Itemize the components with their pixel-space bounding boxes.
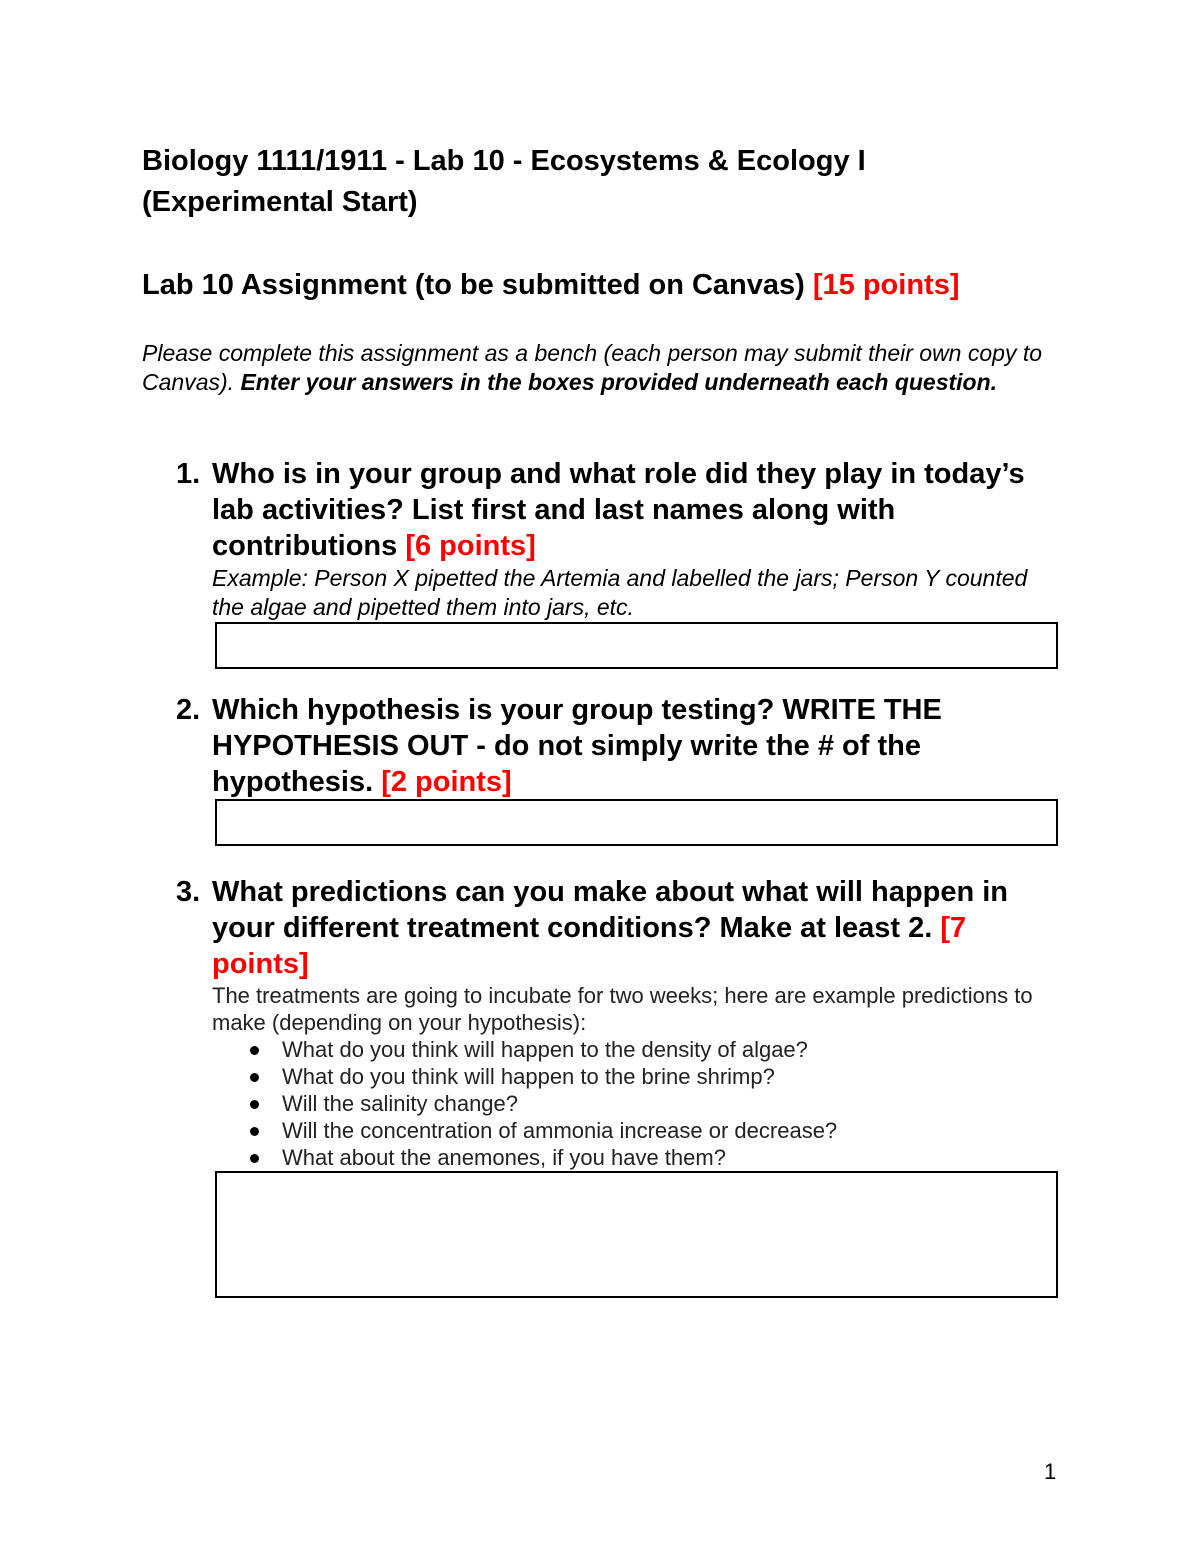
question-2-text: Which hypothesis is your group testing? WRITE THE HYPOTHESIS OUT - do not simply write the # of the hypothesis. [212,694,942,798]
question-3 [176,874,1056,1171]
question-2 [176,692,1056,800]
question-3-points: [7 points] [212,912,967,980]
list-item: What about the anemones, if you have them? [212,1144,1056,1171]
question-1-text-block [212,456,1056,564]
question-2-points: [2 points] [381,766,512,798]
question-1-number: 1. [176,458,201,490]
question-1-text: Who is in your group and what role did they play in today’s lab activities? List first and last names along with contributions [212,458,1025,562]
instructions-italic: Please complete this assignment as a bench (each person may submit their own copy to Canvas). [142,340,1043,395]
question-1 [176,456,1056,622]
document-title: Biology 1111/1911 - Lab 10 - Ecosystems & Ecology I (Experimental Start) [142,145,866,218]
question-3-answer-box[interactable] [215,1171,1058,1298]
question-3-text: What predictions can you make about what will happen in your different treatment conditions? Make at least 2. [212,876,1008,944]
assignment-points: [15 points] [812,269,960,301]
question-1-points: [6 points] [405,530,536,562]
question-3-text-block [212,874,1056,982]
instructions-bold: Enter your answers in the boxes provided underneath each question. [240,369,998,395]
list-item: Will the salinity change? [212,1090,1056,1117]
page-number: 1 [1044,1459,1057,1484]
instructions [142,339,1072,397]
assignment-heading [142,265,1102,306]
question-3-note: The treatments are going to incubate for two weeks; here are example predictions to make (depending on your hypothesis): [212,983,1033,1035]
question-2-number: 2. [176,694,201,726]
question-2-answer-box[interactable] [215,799,1058,846]
list-item: What do you think will happen to the density of algae? [212,1036,1056,1063]
list-item: What do you think will happen to the brine shrimp? [212,1063,1056,1090]
question-1-answer-box[interactable] [215,622,1058,669]
list-item: Will the concentration of ammonia increase or decrease? [212,1117,1056,1144]
assignment-heading-text: Lab 10 Assignment (to be submitted on Canvas) [142,269,813,301]
question-3-bullet-list [212,1036,1056,1171]
question-1-example: Example: Person X pipetted the Artemia and labelled the jars; Person Y counted the algae and pipetted them into jars, etc. [212,565,1028,620]
question-2-text-block [212,692,1056,800]
question-3-number: 3. [176,876,201,908]
